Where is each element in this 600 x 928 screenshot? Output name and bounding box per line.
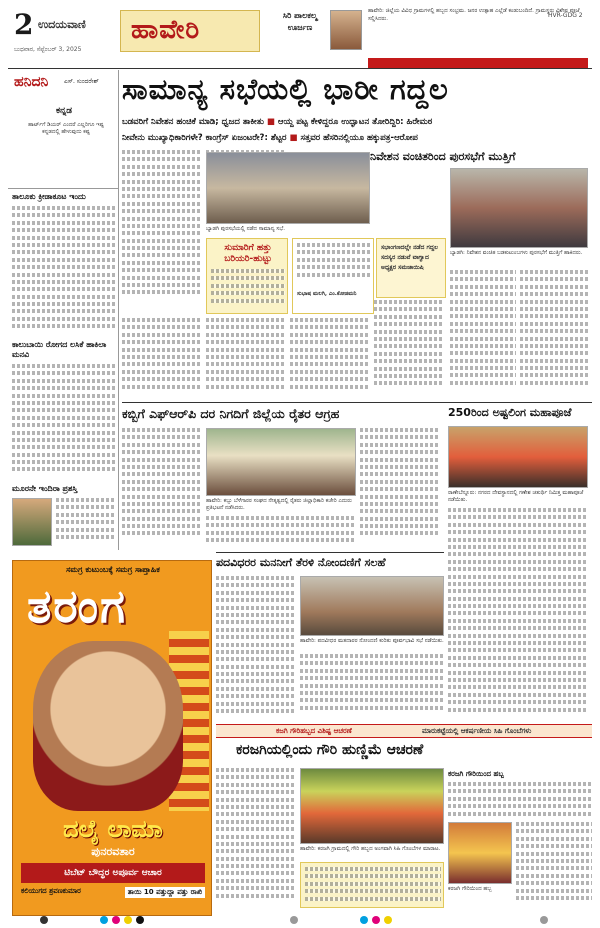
- story2-text: [12, 364, 116, 482]
- print-marks: [0, 912, 600, 928]
- puja-photo: [448, 426, 588, 488]
- info-box-2: [292, 238, 374, 314]
- lead-photo-caption: ಬ್ಯಾಡಗಿ ಪುರಸಭೆಯಲ್ಲಿ ನಡೆದ ಸಾಮಾನ್ಯ ಸಭೆ.: [206, 226, 285, 232]
- farmers-photo: [206, 428, 356, 496]
- strip-left: ಕಜಗಿ ಗೌರಿಹಬ್ಬದ ವಿಶಿಷ್ಟ ಆಚರಣೆ: [276, 727, 352, 735]
- info-box-2-author: ಸುಭಾಷ ಮಲಗಿ, ಎಂ.ಕೋಡಮನಿ: [297, 291, 357, 297]
- puja-headline: 250ರಿಂದ ಅಷ್ಟಲಿಂಗ ಮಹಾಪೂಜೆ: [448, 406, 572, 419]
- lab-text-col1: [216, 576, 296, 724]
- reg-mark: [384, 916, 392, 924]
- puja-caption: ರಾಣೇಬೆನ್ನೂರು: ನಗರದ ದೇವಸ್ಥಾನದಲ್ಲಿ ಗಣೇಶ ಚತುರ್ಥಿ ನಿಮಿತ್ತ ಮಹಾಪೂಜೆ ನಡೆಯಿತು.: [448, 490, 584, 503]
- lead-headline: ಸಾಮಾನ್ಯ ಸಭೆಯಲ್ಲಿ ಭಾರೀ ಗದ್ದಲ: [122, 72, 449, 106]
- gowri-photo-2: [448, 822, 512, 884]
- portrait-photo: [330, 10, 362, 50]
- reg-mark: [136, 916, 144, 924]
- gowri-caption: ಹಾವೇರಿ: ಕರಜಗಿ ಗ್ರಾಮದಲ್ಲಿ ಗೌರಿ ಹಬ್ಬದ ಅಂಗವಾಗಿ ಸಿಹಿ ಗೊಂಬೆಗಳ ಮಾರಾಟ.: [300, 846, 441, 852]
- page-number: 2: [14, 8, 34, 41]
- lead-text-col6: [374, 300, 444, 398]
- ad-band: ಟಿಬೆಟ್ ಬೌದ್ಧರ ಅಪೂರ್ವ ಆಚಾರ: [21, 863, 205, 883]
- ad-bottom: [21, 887, 205, 898]
- info-box-1: [206, 238, 288, 314]
- puja-text: [448, 508, 588, 718]
- gowri-side-title: ಕರಜಗಿ ಗೌರಿಯಿಂದ ಹಬ್ಬ: [448, 770, 504, 778]
- strip-right: ಮಾರುಕಟ್ಟೆಯಲ್ಲಿ ಆಕರ್ಷಣೀಯ ಸಿಹಿ ಗೊಂಬೆಗಳು: [422, 727, 532, 735]
- deck-line-1b: ಆಯ್ದ ಪಟ್ಟ ಕೇಳಿದ್ದರೂ ಉದ್ಘಾಟನ ತೋರಿದ್ದಿರಿ: ಹಿರೇಮಠ: [277, 117, 433, 127]
- ad-title: ದಲೈ ಲಾಮಾ: [63, 815, 163, 843]
- farmers-text-col2: [360, 428, 440, 548]
- lead-photo: [206, 152, 370, 224]
- deck-line-1: ಬಡವರಿಗೆ ನಿವೇಶನ ಹಂಚಿಕೆ ಮಾಡಿ; ಧ್ವಜದ ತಾಕೀತು: [122, 117, 264, 127]
- gowri-info-text: [305, 867, 441, 905]
- gowri-side-text: [448, 782, 592, 820]
- lead-photo-2: [450, 168, 588, 248]
- rule: [8, 68, 592, 69]
- reg-mark: [290, 916, 298, 924]
- farmers-headline: ಕಬ್ಬಿಗೆ ಎಫ್‌ಆರ್‌ಪಿ ದರ ನಿಗದಿಗೆ ಜಿಲ್ಲೆಯ ರೈತರ ಆಗ್ರಹ: [122, 406, 340, 421]
- bullet-3: ಅಧ್ಯಕ್ಷರ ಸಮಜಾಯಿಷಿ: [381, 264, 424, 271]
- taranga-ad[interactable]: [12, 560, 212, 916]
- column-divider: [118, 70, 119, 550]
- lead-text-col3: [122, 318, 202, 398]
- ad-top-text: ಸಮಗ್ರ ಕುಟುಂಬಕ್ಕೆ ಸಮಗ್ರ ಸಾಪ್ತಾಹಿಕ: [66, 565, 160, 574]
- lab-text-col2: [300, 654, 444, 722]
- rule: [122, 402, 592, 403]
- topic-strip: [216, 724, 592, 738]
- lead-text-col4: [206, 318, 286, 398]
- left-column: [8, 70, 118, 550]
- gowri-caption-2: ಕರಜಗಿ ಗೌರಿಯಿಂದ ಹಬ್ಬ: [448, 886, 492, 892]
- story1-text: [12, 206, 116, 336]
- column-head: ಕನ್ನಡ: [55, 106, 72, 116]
- info-box-2-text: [297, 243, 371, 287]
- farmers-text-col1: [122, 428, 202, 548]
- lead-photo-2-caption: ಬ್ಯಾಡಗಿ: ನಿವೇಶನ ವಂಚಿತ ಬಡಕುಟುಂಬಗಳು ಪುರಸಭೆಗೆ ಮುತ್ತಿಗೆ ಹಾಕಿದರು.: [450, 250, 583, 256]
- ad-brand: ತರಂಗ: [27, 579, 127, 633]
- top-bar: [368, 58, 588, 68]
- edition-code: HVR-GDG 2: [548, 12, 583, 19]
- lead-subhead: ನಿವೇಶನ ವಂಚಿತರಿಂದ ಪುರಸಭೆಗೆ ಮುತ್ತಿಗೆ: [370, 150, 516, 163]
- bullet-2: ಸದಸ್ಯರ ನಡುವೆ ವಾಗ್ವಾದ: [381, 254, 429, 261]
- farmers-text-col3: [206, 516, 356, 548]
- ad-bottom-1: ಕಲಿಯುಗದ ಶ್ರವಣಕುಮಾರ: [21, 887, 81, 895]
- info-box-1-title: ಸುಮಾರಿಗೆ ಹತ್ತು ಬರಿಯರಿ-ಹುಟ್ಟು: [224, 243, 272, 264]
- deck-line-2b: ಸತ್ತವರ ಹೆಸರಿನಲ್ಲಿಯೂ ಹಕ್ಕುಪತ್ರ-ಆರೋಪ: [300, 133, 418, 143]
- lead-text-col1: [122, 150, 202, 300]
- reg-mark: [124, 916, 132, 924]
- lab-caption: ಹಾವೇರಿ: ಪದವೀಧರ ಮತದಾರರ ನೋಂದಣಿ ಕುರಿತು ಪೂರ್ವಭಾವಿ ಸಭೆ ನಡೆಯಿತು.: [300, 638, 444, 644]
- lead-text-col7: [450, 270, 516, 398]
- reg-mark: [360, 916, 368, 924]
- top-blurb: ಹಾವೇರಿ: ಜಿಲ್ಲೆಯ ವಿವಿಧ ಗ್ರಾಮಗಳಲ್ಲಿ ಹಬ್ಬದ ಸಂಭ್ರಮ. ಜನರ ಉತ್ಸಾಹ ಎಲ್ಲೆಡೆ ಕಂಡುಬಂದಿದೆ. ಗ್ರಾಮಸ್ಥರು ವಿಶೇಷ ಪೂಜೆ ಸಲ್ಲಿಸಿದರು.: [368, 8, 580, 22]
- paper-name: ಉದಯವಾಣಿ: [38, 18, 86, 31]
- story1-head: ತಾಲೂಕು ಕ್ರೀಡಾಕೂಟ ಇಂದು: [12, 192, 86, 201]
- deck-line-2: ನೀವೇನು ಮುಖ್ಯಾಧಿಕಾರಿಗಳೇ? ಕಾಂಗ್ರೆಸ್ ಏಜಂಟರೇ?: ಶೆಟ್ಟರ: [122, 133, 287, 143]
- lab-headline: ಪದವಿಧರರ ಮನನೀಗೆ ತೆರಳಿ ನೋಂದಣಿಗೆ ಸಲಹೆ: [216, 556, 386, 569]
- story3-head: ಮೂರನೇ ಇಂದಿರಾ ಪ್ರಶಸ್ತಿ: [12, 484, 78, 493]
- edition-banner: [120, 10, 260, 52]
- reg-mark: [540, 916, 548, 924]
- lead-deck: ಬಡವರಿಗೆ ನಿವೇಶನ ಹಂಚಿಕೆ ಮಾಡಿ; ಧ್ವಜದ ತಾಕೀತು ■ ಆಯ್ದ ಪಟ್ಟ ಕೇಳಿದ್ದರೂ ಉದ್ಘಾಟನ ತೋರಿದ್ದಿರಿ: ಹಿರೇಮಠ ನೀವೇನು ಮುಖ್ಯಾಧಿಕಾರಿಗಳೇ? ಕಾಂಗ್ರೆಸ್ ಏಜಂಟರೇ?: ಶೆಟ್ಟರ ■ ಸತ್ತವರ ಹೆಸರಿನಲ್ಲಿಯೂ ಹಕ್ಕುಪತ್ರ-ಆರೋಪ: [122, 117, 433, 143]
- bullet-1: ಸಭಾಂಗಣದಲ್ಲೇ ನಡೆದ ಗದ್ದಲ: [381, 244, 439, 251]
- reg-mark: [112, 916, 120, 924]
- reg-mark: [372, 916, 380, 924]
- edition-title: ಹಾವೇರಿ: [131, 15, 201, 45]
- page-date: ಬುಧವಾರ, ಸೆಪ್ಟೆಂಬರ್ 3, 2025: [14, 46, 82, 53]
- column-author: ಎಸ್. ಸುಂದರೇಶ್: [64, 78, 99, 85]
- lab-photo: [300, 576, 444, 636]
- gowri-info-box: [300, 862, 444, 908]
- gowri-headline: ಕರಜಗಿಯಲ್ಲಿಂದು ಗೌರಿ ಹುಣ್ಣಿಮೆ ಆಚರಣೆ: [236, 742, 424, 758]
- tagline: ಸಿರಿ ಪಾಲಕಲ್ಮ ಊರ್ಜಣ: [282, 11, 318, 32]
- gowri-side-text-2: [516, 822, 592, 908]
- reg-mark: [40, 916, 48, 924]
- ad-bottom-2: ತಾಯಿ 10 ಪತ್ತುದ್ದಾ ಪತ್ತು ರಾಖಿ: [125, 887, 205, 898]
- lead-text-col5: [290, 318, 370, 398]
- masthead: [8, 6, 592, 70]
- column-text: ಹಾರ್ಟ್‌ಗೆ ಡಿಯರ್ ಎಂದರೆ ಎಲ್ಲರಿಗೂ ಇಷ್ಟ ಕನ್ನಡದಲ್ಲಿ ಹೇಳುವುದು ಕಷ್ಟ: [28, 122, 104, 136]
- ad-subtitle: ಪುನರವತಾರ: [91, 845, 135, 858]
- lead-text-col8: [520, 270, 588, 398]
- story2-head: ಕಾಲುಬಾಯಿ ರೋಗದ ಲಸಿಕೆ ಹಾಕಿಲಾ ಮನವಿ: [12, 340, 107, 359]
- divider: [8, 188, 118, 189]
- info-box-1-text: [211, 269, 285, 311]
- bullet-box: [376, 238, 446, 298]
- reg-mark: [100, 916, 108, 924]
- gowri-photo: [300, 768, 444, 844]
- person-photo: [12, 498, 52, 546]
- column-title: ಹನಿದನಿ: [14, 74, 49, 90]
- ad-portrait: [33, 641, 183, 811]
- farmers-caption: ಹಾವೇರಿ: ಕಬ್ಬು ಬೆಳೆಗಾರರ ಸಂಘದ ನೇತೃತ್ವದಲ್ಲಿ ರೈತರು ಜಿಲ್ಲಾಧಿಕಾರಿ ಕಚೇರಿ ಎದುರು ಪ್ರತಿಭಟನೆ ನಡೆಸಿದರು.: [206, 498, 352, 511]
- story3-text: [56, 498, 116, 546]
- rule: [216, 552, 444, 553]
- gowri-text-col1: [216, 768, 296, 908]
